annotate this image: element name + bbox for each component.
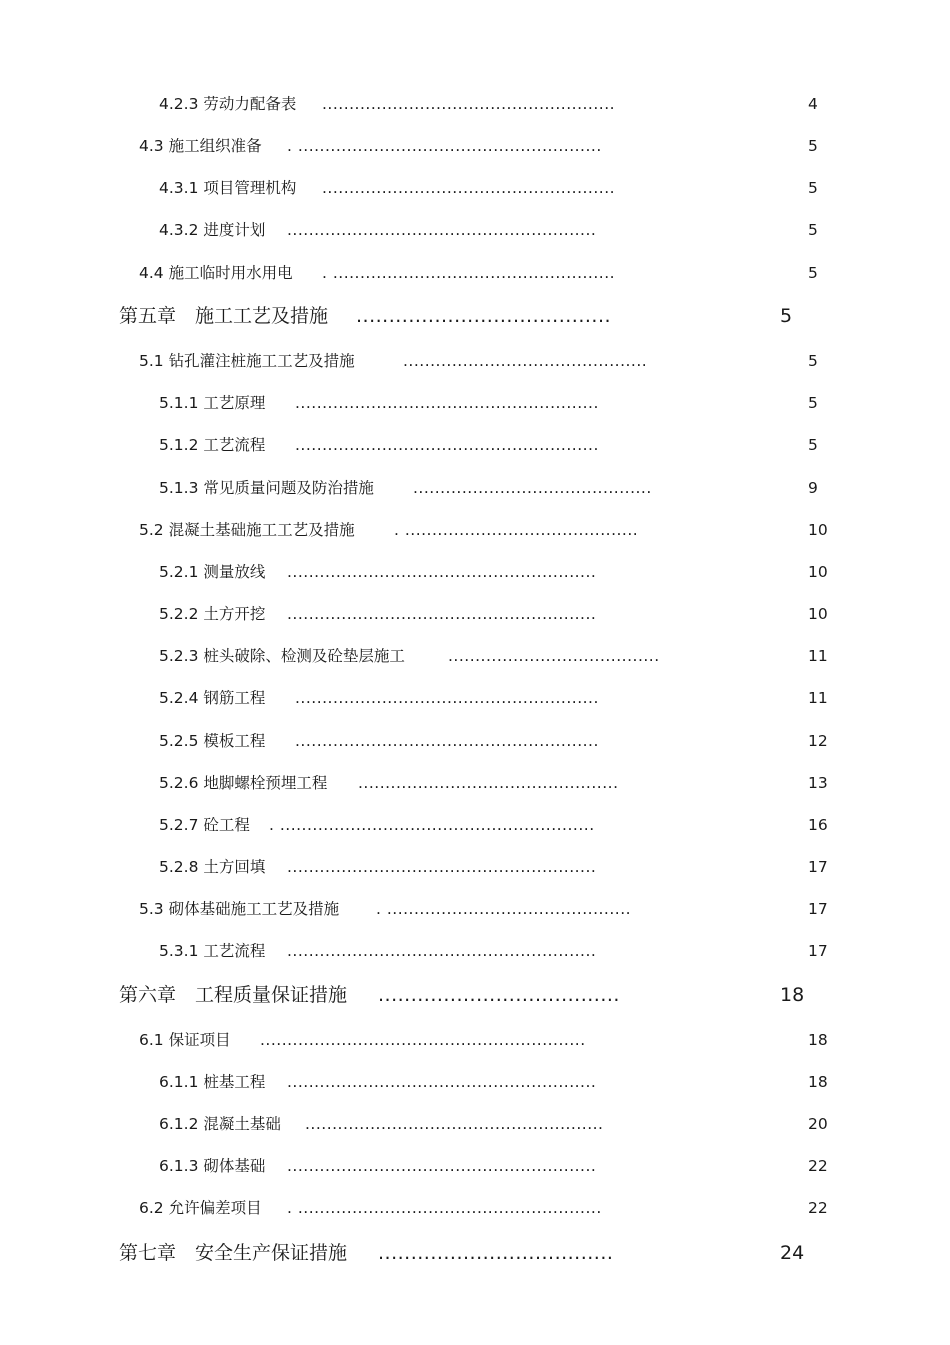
toc-page-number: 5	[808, 264, 818, 282]
toc-entry-title: 5.2.7 砼工程	[159, 816, 250, 834]
toc-dot-leader: ........................................................	[295, 436, 599, 454]
toc-entry-title: 4.3 施工组织准备	[139, 137, 262, 155]
toc-page-number: 18	[808, 1031, 828, 1049]
toc-entry-title: 6.2 允许偏差项目	[139, 1199, 262, 1217]
toc-entry[interactable]	[0, 430, 950, 460]
toc-page-number: 5	[808, 179, 818, 197]
toc-entry-title: 4.2.3 劳动力配备表	[159, 95, 297, 113]
toc-entry[interactable]	[0, 515, 950, 545]
toc-chapter-entry[interactable]	[0, 1238, 950, 1268]
toc-entry[interactable]	[0, 557, 950, 587]
toc-dot-leader: ............................................	[413, 479, 652, 497]
toc-page-number: 13	[808, 774, 828, 792]
toc-entry[interactable]	[0, 599, 950, 629]
toc-page-number: 5	[808, 436, 818, 454]
toc-entry-title: 5.2 混凝土基础施工工艺及措施	[139, 521, 355, 539]
toc-entry-title: 5.2.2 土方开挖	[159, 605, 266, 623]
toc-entry[interactable]	[0, 89, 950, 119]
toc-page-number: 5	[808, 394, 818, 412]
toc-entry-title: 5.1 钻孔灌注桩施工工艺及措施	[139, 352, 355, 370]
toc-dot-leader: .........................................................	[287, 1157, 597, 1175]
toc-entry[interactable]	[0, 852, 950, 882]
toc-entry-title: 4.3.1 项目管理机构	[159, 179, 297, 197]
toc-page-number: 10	[808, 563, 828, 581]
toc-dot-leader: ........................................................	[295, 689, 599, 707]
toc-entry-title: 6.1.2 混凝土基础	[159, 1115, 281, 1133]
toc-dot-leader: .......................................	[356, 305, 612, 327]
toc-dot-leader: . ........................................................	[287, 137, 602, 155]
toc-page-number: 18	[808, 1073, 828, 1091]
toc-dot-leader: .......................................	[448, 647, 660, 665]
toc-page-number: 5	[780, 305, 793, 327]
toc-entry[interactable]	[0, 683, 950, 713]
toc-page-number: 10	[808, 605, 828, 623]
toc-dot-leader: ................................................	[358, 774, 619, 792]
toc-page-number: 11	[808, 647, 828, 665]
toc-dot-leader: ........................................................	[295, 394, 599, 412]
toc-entry-title: 第五章 施工工艺及措施	[119, 305, 329, 327]
toc-dot-leader: . .............................................	[376, 900, 632, 918]
toc-entry[interactable]	[0, 473, 950, 503]
toc-entry-title: 4.3.2 进度计划	[159, 221, 266, 239]
toc-entry-title: 4.4 施工临时用水用电	[139, 264, 293, 282]
toc-dot-leader: ............................................................	[260, 1031, 586, 1049]
toc-page-number: 5	[808, 352, 818, 370]
toc-page-number: 10	[808, 521, 828, 539]
toc-entry[interactable]	[0, 215, 950, 245]
toc-entry[interactable]	[0, 1025, 950, 1055]
toc-entry[interactable]	[0, 388, 950, 418]
toc-dot-leader: ....................................	[378, 1242, 614, 1264]
toc-entry[interactable]	[0, 1151, 950, 1181]
toc-page-number: 17	[808, 900, 828, 918]
toc-entry-title: 第六章 工程质量保证措施	[119, 984, 348, 1006]
toc-dot-leader: . ....................................................	[322, 264, 616, 282]
toc-dot-leader: ......................................................	[322, 95, 616, 113]
toc-entry[interactable]	[0, 346, 950, 376]
toc-dot-leader: .............................................	[403, 352, 648, 370]
toc-entry[interactable]	[0, 936, 950, 966]
toc-dot-leader: .........................................................	[287, 1073, 597, 1091]
toc-entry-title: 6.1.3 砌体基础	[159, 1157, 266, 1175]
toc-page-number: 22	[808, 1199, 828, 1217]
toc-page-number: 24	[780, 1242, 805, 1264]
toc-dot-leader: . ........................................................	[287, 1199, 602, 1217]
toc-entry[interactable]	[0, 768, 950, 798]
toc-page-number: 20	[808, 1115, 828, 1133]
toc-page-number: 4	[808, 95, 818, 113]
toc-entry-title: 5.1.1 工艺原理	[159, 394, 266, 412]
toc-entry[interactable]	[0, 258, 950, 288]
toc-page-number: 18	[780, 984, 805, 1006]
toc-entry-title: 5.1.3 常见质量问题及防治措施	[159, 479, 374, 497]
toc-entry[interactable]	[0, 1067, 950, 1097]
toc-entry[interactable]	[0, 810, 950, 840]
toc-entry-title: 5.2.6 地脚螺栓预埋工程	[159, 774, 328, 792]
toc-page-number: 12	[808, 732, 828, 750]
toc-dot-leader: .........................................................	[287, 563, 597, 581]
toc-page-number: 16	[808, 816, 828, 834]
toc-entry-title: 6.1.1 桩基工程	[159, 1073, 266, 1091]
toc-chapter-entry[interactable]	[0, 301, 950, 331]
toc-dot-leader: .........................................................	[287, 858, 597, 876]
toc-page-number: 5	[808, 221, 818, 239]
toc-entry[interactable]	[0, 1193, 950, 1223]
toc-dot-leader: .........................................................	[287, 605, 597, 623]
toc-entry-title: 6.1 保证项目	[139, 1031, 231, 1049]
toc-page-number: 11	[808, 689, 828, 707]
toc-entry[interactable]	[0, 894, 950, 924]
toc-entry-title: 5.1.2 工艺流程	[159, 436, 266, 454]
toc-page-number: 22	[808, 1157, 828, 1175]
toc-entry-title: 5.2.4 钢筋工程	[159, 689, 266, 707]
toc-dot-leader: ......................................................	[322, 179, 616, 197]
toc-dot-leader: .........................................................	[287, 221, 597, 239]
toc-entry-title: 5.2.3 桩头破除、检测及砼垫层施工	[159, 647, 405, 665]
toc-entry-title: 5.3.1 工艺流程	[159, 942, 266, 960]
toc-dot-leader: ........................................................	[295, 732, 599, 750]
toc-entry-title: 5.2.1 测量放线	[159, 563, 266, 581]
toc-dot-leader: .........................................................	[287, 942, 597, 960]
toc-page-number: 17	[808, 858, 828, 876]
toc-entry[interactable]	[0, 131, 950, 161]
toc-dot-leader: .....................................	[378, 984, 620, 1006]
toc-page-number: 9	[808, 479, 818, 497]
toc-page-number: 5	[808, 137, 818, 155]
toc-dot-leader: . ...........................................	[394, 521, 639, 539]
toc-entry-title: 5.3 砌体基础施工工艺及措施	[139, 900, 340, 918]
toc-entry-title: 第七章 安全生产保证措施	[119, 1242, 348, 1264]
toc-dot-leader: .......................................................	[305, 1115, 604, 1133]
toc-chapter-entry[interactable]	[0, 980, 950, 1010]
toc-dot-leader: . ..........................................................	[269, 816, 595, 834]
toc-entry-title: 5.2.5 模板工程	[159, 732, 266, 750]
toc-page-number: 17	[808, 942, 828, 960]
toc-entry[interactable]	[0, 641, 950, 671]
toc-entry[interactable]	[0, 726, 950, 756]
toc-entry[interactable]	[0, 1109, 950, 1139]
toc-entry-title: 5.2.8 土方回填	[159, 858, 266, 876]
toc-entry[interactable]	[0, 173, 950, 203]
